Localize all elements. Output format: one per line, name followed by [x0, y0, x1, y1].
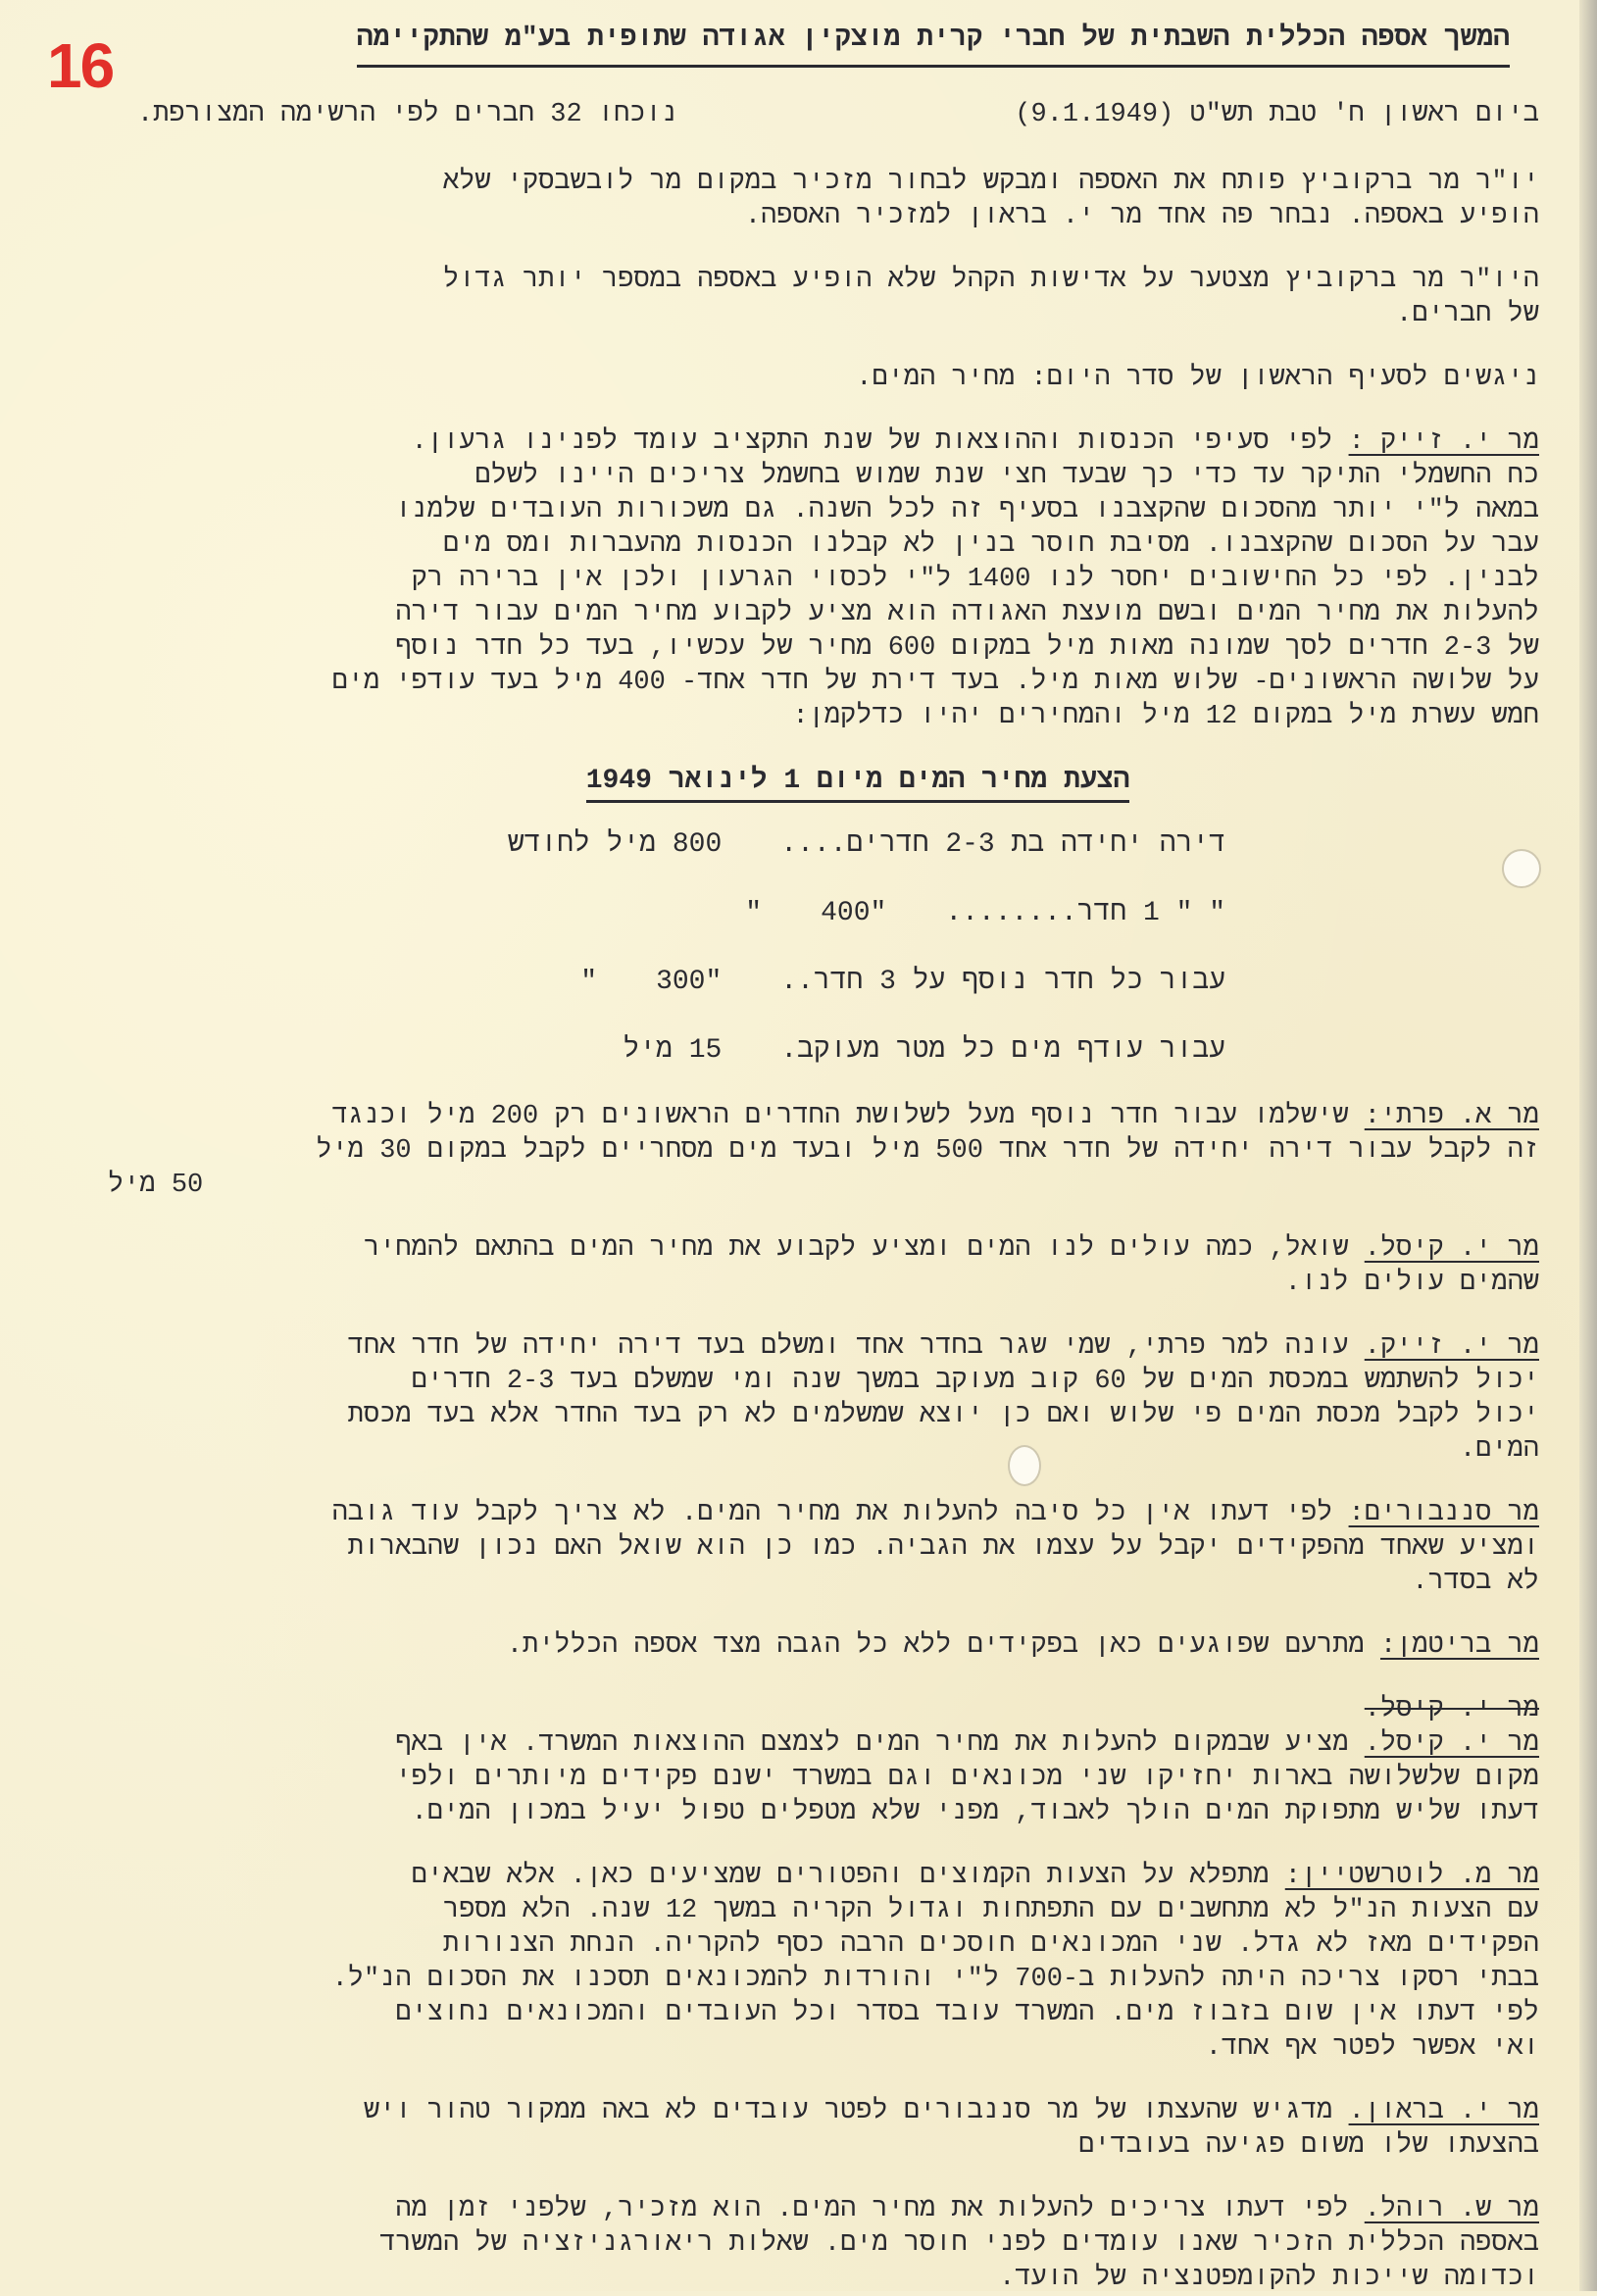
- price-row-value: "400: [821, 898, 887, 928]
- line-text: לפי סעיפי הכנסות וההוצאות של שנת התקציב עומד לפנינו גרעון.: [411, 427, 1333, 457]
- line-text: שהמים עולים לנו.: [1284, 1269, 1539, 1298]
- line-text: יכול להשתמש במכסת המים של 60 קוב מעוקב במשך שנה ומי שמשלם בעד 2-3 חדרים: [411, 1367, 1539, 1396]
- paragraph: [98, 1629, 1539, 1664]
- speaker-name: מר ש. רוהל.: [1364, 2195, 1539, 2224]
- price-row: [343, 963, 1225, 1002]
- page-edge-shadow: [1579, 0, 1597, 2291]
- price-row-value: 800 מיל לחודש: [507, 829, 723, 860]
- speaker-name: מר סננבורים:: [1348, 1499, 1539, 1528]
- paragraph-line: [98, 2227, 1539, 2262]
- paragraph-line: [98, 597, 1539, 631]
- line-text: בבתי רסקו צריכה היתה להעלות ב-700 ל"י והורדות להמכונאים תסכנו את הסכום הנ"ל.: [331, 1965, 1539, 1994]
- paragraph-line: [98, 494, 1539, 528]
- line-text: הופיע באספה. נבחר פה אחד מר י. בראון למזכיר האספה.: [744, 202, 1539, 231]
- price-row-value: 15 מיל: [623, 1035, 723, 1066]
- line-text: לפי דעתו אין שום בזבוז מים. המשרד עובד בסדר וכל העובדים והמכונאים נחוצים: [395, 1999, 1539, 2028]
- speaker-name: מר י. בראון.: [1348, 2097, 1539, 2126]
- paragraph-line: [98, 264, 1539, 298]
- document-title: המשך אספה הכללית השבתית של חברי קרית מוצקין אגודה שתופית בע"מ שהתקיימה: [357, 18, 1510, 68]
- paragraphs-section-1: [98, 166, 1539, 734]
- paragraphs-section-2: [98, 1100, 1539, 2296]
- paragraph: [98, 264, 1539, 332]
- line-text: ומציע שאחד מהפקידים יקבל על עצמו את הגביה. כמו כן הוא שואל האם נכון שהבארות: [347, 1533, 1539, 1563]
- paragraph-line: [98, 200, 1539, 234]
- document-body: [98, 18, 1539, 2296]
- line-text: של חברים.: [1396, 300, 1539, 329]
- paragraph-line: [98, 1997, 1539, 2031]
- paragraph-line: [98, 460, 1539, 494]
- paragraph-line: [98, 1330, 1539, 1365]
- page-number: 16: [47, 30, 114, 101]
- speaker-name: מר מ. לוטרשטיין:: [1284, 1862, 1539, 1891]
- paragraph-line: [98, 1894, 1539, 1928]
- price-row-label: " " 1 חדר........: [945, 898, 1225, 928]
- line-text: בהצעתו שלו משום פגיעה בעובדים: [1078, 2131, 1539, 2161]
- price-table-title: הצעת מחיר המים מיום 1 לינואר 1949: [98, 766, 1539, 796]
- paragraph-line: [98, 166, 1539, 200]
- speaker-name: מר י. קיסל.: [1364, 1234, 1539, 1264]
- line-text: דעתו שליש מתפוקת המים הולך לאבוד, מפני שלא מטפלים טפול יעיל במכון המים.: [411, 1798, 1539, 1827]
- price-row-label: עבור כל חדר נוסף על 3 חדר..: [780, 967, 1225, 997]
- paragraph: [98, 166, 1539, 234]
- paragraph-line: [98, 1762, 1539, 1796]
- paragraph-line: [98, 1267, 1539, 1301]
- price-row-mark: ": [580, 967, 598, 997]
- line-text: חמש עשרת מיל במקום 12 מיל והמחירים יהיו כדלקמן:: [792, 702, 1539, 731]
- line-text: במאה ל"י יותר מהסכום שהקצבנו בסעיף זה לכל השנה. גם משכורות העובדים שלמנו: [395, 496, 1539, 525]
- paragraph-line: [98, 1727, 1539, 1762]
- paragraph-line: [98, 2129, 1539, 2164]
- line-text: מדגיש שהעצתו של מר סננבורים לפטר עובדים לא באה ממקור טהור ויש: [363, 2097, 1333, 2126]
- price-row: [343, 1031, 1225, 1071]
- paragraph-line: [98, 2193, 1539, 2227]
- speaker-name: מר י. זייק :: [1348, 427, 1539, 457]
- paragraph-line: [98, 1963, 1539, 1997]
- price-row-value: "300: [656, 967, 723, 997]
- line-text: יכול לקבל מכסת המים פי שלוש ואם כן יוצא שמשלמים לא רק בעד החדר אלא בעד מכסת: [347, 1401, 1539, 1430]
- line-text: באספה הכללית הזכיר שאנו עומדים לפני חוסר מים. שאלות ריאורגניזציה של המשרד: [379, 2229, 1539, 2259]
- paragraph-line: [98, 1796, 1539, 1830]
- paragraph: [98, 2193, 1539, 2296]
- paragraph: [98, 1330, 1539, 1468]
- paragraph: [98, 1860, 1539, 2066]
- line-text: עבר על הסכום שהקצבנו. מסיבת חוסר בנין לא קבלנו הכנסות מהעברות ומס מים: [443, 530, 1539, 560]
- speaker-name: מר א. פרתי:: [1364, 1102, 1539, 1131]
- line-text: לפי דעתו אין כל סיבה להעלות את מחיר המים. לא צריך לקבל עוד גובה: [331, 1499, 1333, 1528]
- paragraph-line: [98, 700, 1539, 734]
- line-text: וכדומה שייכות להקומפטנציה של הועד.: [999, 2264, 1539, 2293]
- paragraph: [98, 362, 1539, 396]
- paragraph-line: [98, 528, 1539, 563]
- line-text: שואל, כמה עולים לנו המים ומציע לקבוע את מחיר המים בהתאם להמחיר: [363, 1234, 1349, 1264]
- line-text: מציע שבמקום להעלות את מחיר המים לצמצם ההוצאות המשרד. אין באף: [395, 1729, 1349, 1759]
- paragraph-line: [98, 1629, 1539, 1664]
- meeting-date: ביום ראשון ח' טבת תש"ט (9.1.1949): [1015, 100, 1539, 129]
- trailing-note: 50 מיל: [108, 1171, 204, 1200]
- line-text: עונה למר פרתי, שמי שגר בחדר אחד ומשלם בעד דירה יחידה של חדר אחד: [347, 1332, 1349, 1362]
- line-text: שישלמו עבור חדר נוסף מעל לשלושת החדרים הראשונים רק 200 מיל וכנגד: [331, 1102, 1349, 1131]
- line-text: מקום שלשלושה בארות יחזיקו שני מכונאים וגם במשרד ישנם פקידים מיותרים ולפי: [395, 1764, 1539, 1793]
- price-row-label: עבור עודף מים כל מטר מעוקב.: [780, 1035, 1225, 1066]
- line-text: עם הצעות הנ"ל לא מתחשבים עם התפתחות וגדול הקריה במשך 12 שנה. הלא מספר: [443, 1896, 1539, 1925]
- paragraph-line: [98, 666, 1539, 700]
- paragraph-line: [98, 1497, 1539, 1531]
- paragraph-line: [98, 1860, 1539, 1894]
- paragraph-line: [98, 1232, 1539, 1267]
- paragraph-line: [98, 1365, 1539, 1399]
- line-text: יו"ר מר ברקוביץ פותח את האספה ומבקש לבחור מזכיר במקום מר לובשבסקי שלא: [443, 168, 1539, 197]
- line-text: כח החשמלי התיקר עד כדי כך שבעד חצי שנת שמוש בחשמל צריכים היינו לשלם: [474, 462, 1539, 491]
- price-row-mark: ": [745, 898, 763, 928]
- line-text: לבנין. לפי כל החישובים יחסר לנו 1400 ל"י לכסוי הגרעון ולכן אין ברירה רק: [411, 565, 1539, 594]
- paragraph-line: [98, 362, 1539, 396]
- paragraph-line: [98, 631, 1539, 666]
- paragraph: [98, 425, 1539, 734]
- price-row: [343, 825, 1225, 865]
- paragraph-line: [98, 425, 1539, 460]
- line-text: הפקידים מאז לא גדל. שני המכונאים חוסכים הרבה כסף להקריה. הנחת הצנורות: [443, 1930, 1539, 1960]
- line-text: של 2-3 חדרים לסך שמונה מאות מיל במקום 600 מחיר של עכשיו, בעד כל חדר נוסף: [395, 633, 1539, 663]
- line-text: לא בסדר.: [1412, 1568, 1539, 1597]
- paragraph: [98, 1497, 1539, 1600]
- date-line: [98, 93, 1539, 136]
- paragraph-line: [98, 1928, 1539, 1963]
- paragraph-line: [98, 1566, 1539, 1600]
- paragraph-line: [98, 1399, 1539, 1433]
- line-text: זה לקבל עבור דירה יחידה של חדר אחד 500 מיל ובעד מים מסחריים לקבל במקום 30 מיל: [316, 1136, 1539, 1166]
- speaker-name: מר י. קיסל.: [1364, 1729, 1539, 1759]
- paragraph: [98, 2095, 1539, 2164]
- line-text: מתרעם שפוגעים כאן בפקידים ללא כל הגבה מצד אספה הכללית.: [506, 1631, 1365, 1661]
- line-text: ואי אפשר לפטר אף אחד.: [1205, 2033, 1539, 2063]
- price-table: [343, 825, 1225, 1071]
- line-text: על שלושה הראשונים- שלוש מאות מיל. בעד דירת של חדר אחד- 400 מיל בעד עודפי מים: [331, 668, 1539, 697]
- price-row-label: דירה יחידה בת 2-3 חדרים....: [780, 829, 1225, 860]
- line-text: היו"ר מר ברקוביץ מצטער על אדישות הקהל שלא הופיע באספה במספר יותר גדול: [443, 266, 1539, 295]
- line-text: המים.: [1459, 1435, 1539, 1465]
- paragraph: [98, 1693, 1539, 1830]
- paragraph-line: [98, 1433, 1539, 1468]
- line-text: מתפלא על הצעות הקמוצים והפטורים שמציעים כאן. אלא שבאים: [411, 1862, 1270, 1891]
- paragraph-line: [98, 2031, 1539, 2066]
- line-text: ניגשים לסעיף הראשון של סדר היום: מחיר המים.: [856, 364, 1539, 393]
- line-text: לפי דעתו צריכים להעלות את מחיר המים. הוא מזכיר, שלפני זמן מה: [395, 2195, 1349, 2224]
- speaker-name: מר י. זייק.: [1364, 1332, 1539, 1362]
- paragraph-line: [98, 298, 1539, 332]
- attendance: נוכחו 32 חברים לפי הרשימה המצורפת.: [137, 100, 677, 129]
- paragraph-line: [98, 1531, 1539, 1566]
- struck-speaker: מר י. קיסל.: [1364, 1695, 1539, 1724]
- paragraph-line: [98, 1134, 1539, 1169]
- paragraph: [98, 1232, 1539, 1301]
- price-row: [343, 894, 1225, 933]
- paragraph-line: [98, 563, 1539, 597]
- paragraph: [98, 1100, 1539, 1203]
- line-text: להעלות את מחיר המים ובשם מועצת האגודה הוא מציע לקבוע מחיר המים עבור דירה: [395, 599, 1539, 628]
- paragraph-line: [98, 1100, 1539, 1134]
- speaker-name: מר בריטמן:: [1379, 1631, 1539, 1661]
- paragraph-line: [98, 2095, 1539, 2129]
